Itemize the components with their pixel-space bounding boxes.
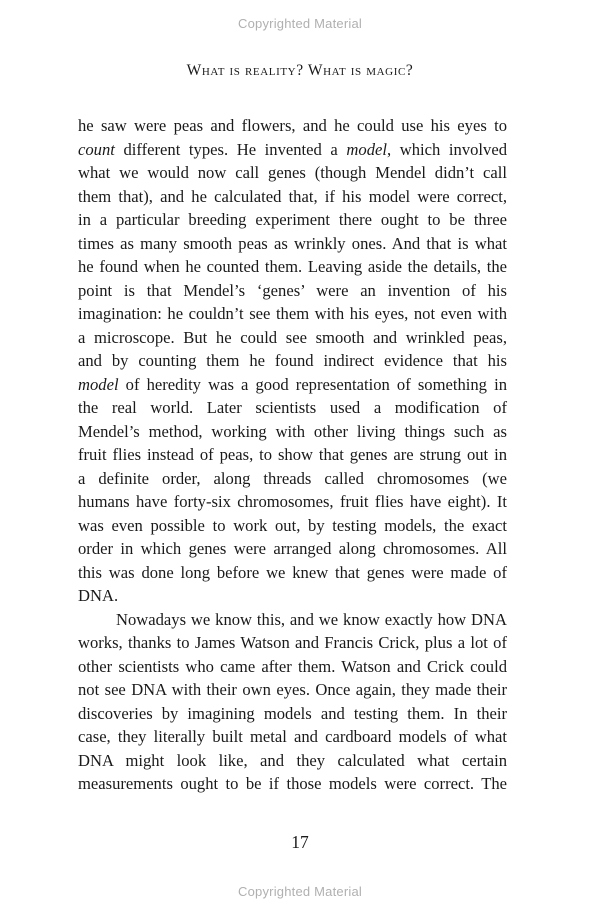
- text-line: a definite order, along threads called chromosomes (we: [78, 468, 507, 488]
- text-line: works, thanks to James Watson and Francis Crick, plus a lot of: [78, 633, 507, 652]
- copyright-watermark-bottom: Copyrighted Material: [238, 884, 362, 899]
- text-line: case, they literally built metal and cardboard models of what: [78, 727, 507, 746]
- emphasis-count: count: [78, 139, 115, 159]
- text-line: was even possible to work out, by testing models, the exact: [78, 515, 507, 535]
- text-line: humans have forty-six chromosomes, fruit flies have eight). It: [78, 492, 507, 511]
- body-text: [78, 114, 507, 796]
- text-line: discoveries by imagining models and testing them. In their: [78, 703, 507, 723]
- text-line: them that), and he calculated that, if his model were correct,: [78, 186, 507, 206]
- emphasis-model: model: [346, 139, 387, 159]
- text-line: model of heredity was a good representation of something in: [78, 374, 507, 394]
- copyright-watermark-top: Copyrighted Material: [238, 16, 362, 31]
- text-line: he saw were peas and flowers, and he could use his eyes to: [78, 116, 507, 135]
- text-line: a microscope. But he could see smooth and wrinkled peas,: [78, 327, 507, 347]
- text-line: and by counting them he found indirect evidence that his: [78, 351, 507, 370]
- text-line: fruit flies instead of peas, to show that genes are strung out in: [78, 445, 507, 464]
- text-line: he found when he counted them. Leaving aside the details, the: [78, 257, 507, 276]
- emphasis-model: model: [78, 374, 119, 394]
- text-line: Nowadays we know this, and we know exactly how DNA: [116, 609, 507, 629]
- text-line: imagination: he couldn’t see them with his eyes, not even with: [78, 304, 507, 323]
- text-line: the real world. Later scientists used a modification of: [78, 398, 507, 417]
- text-line: DNA might look like, and they calculated what certain: [78, 750, 507, 770]
- page-number: 17: [291, 832, 309, 852]
- text-line: times as many smooth peas as wrinkly ones. And that is what: [78, 233, 507, 253]
- text-line: this was done long before we knew that genes were made of: [78, 562, 507, 582]
- text-line: other scientists who came after them. Watson and Crick could: [78, 656, 507, 676]
- text-line: point is that Mendel’s ‘genes’ were an invention of his: [78, 280, 507, 300]
- text-line: order in which genes were arranged along chromosomes. All: [78, 539, 507, 558]
- text-line: what we would now call genes (though Mendel didn’t call: [78, 163, 507, 182]
- text-line: count different types. He invented a model, which involved: [78, 139, 507, 159]
- text-line: Mendel’s method, working with other living things such as: [78, 421, 507, 441]
- text-line: not see DNA with their own eyes. Once again, they made their: [78, 680, 507, 699]
- text-line: DNA.: [78, 586, 119, 605]
- text-line: in a particular breeding experiment there ought to be three: [78, 210, 507, 229]
- running-head: What is reality? What is magic?: [186, 62, 414, 79]
- text-line: measurements ought to be if those models were correct. The: [78, 774, 507, 793]
